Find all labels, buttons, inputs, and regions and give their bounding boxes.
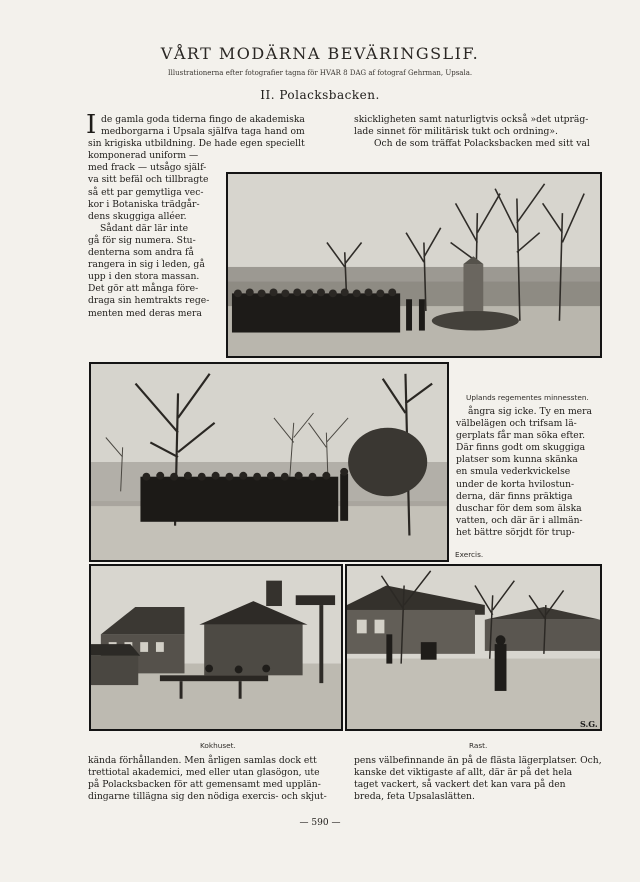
photo-kokhuset: [89, 564, 343, 731]
intro-line: komponerad uniform —: [88, 150, 199, 162]
intro-line: denterna som andra få: [88, 247, 194, 259]
intro-line: dens skuggiga alléer.: [88, 210, 187, 222]
mid-line: het bättre sörjdt för trup-: [456, 526, 575, 538]
bottom-left-line: på Polacksbacken för att gemensamt med upplän-: [88, 779, 321, 791]
intro-line: Sådant där lär inte: [100, 222, 189, 234]
intro-line: menten med deras mera: [88, 307, 202, 319]
caption-rast: Rast.: [469, 741, 488, 750]
mid-line: under de korta hvilostun-: [456, 478, 575, 490]
bottom-left-line: trettiotal akademici, med eller utan glasögon, ute: [88, 767, 320, 779]
drop-cap: I: [86, 110, 97, 140]
photographer-mark: S.G.: [580, 719, 598, 729]
bottom-right-line: breda, feta Upsalaslätten.: [354, 791, 475, 803]
intro-line: upp i den stora massan.: [88, 271, 200, 283]
caption-exercis: Exercis.: [455, 550, 484, 559]
mid-line: ångra sig icke. Ty en mera: [468, 406, 592, 417]
mid-right-column: [456, 406, 602, 539]
section-heading: II. Polacksbacken.: [260, 88, 380, 102]
bottom-left-line: kända förhållanden. Men årligen samlas dock ett: [88, 755, 317, 766]
right-line: skickligheten samt naturligtvis också »det utpräg-: [354, 114, 589, 125]
photo-exercis: [89, 362, 449, 562]
photo-credit: Illustrationerna efter fotografier tagna för HVAR 8 DAG af fotograf Gehrman, Upsala.: [167, 69, 473, 77]
bottom-left-column: [88, 755, 334, 803]
mid-line: duschar för dem som älska: [456, 502, 582, 514]
bottom-right-line: taget vackert, så vackert det kan vara på den: [354, 779, 566, 791]
intro-line: rangera in sig i leden, gå: [88, 259, 205, 271]
intro-line: gå för sig numera. Stu-: [88, 234, 196, 246]
intro-line: draga sin hemtrakts rege-: [88, 295, 210, 307]
intro-line: va sitt befäl och tillbragte: [88, 174, 209, 186]
intro-line: medborgarna i Upsala själfva taga hand om: [101, 126, 305, 138]
caption-minnessten: Uplands regementes minnessten.: [466, 393, 589, 402]
bottom-left-line: dingarne tillägna sig den nödiga exercis- och skjut-: [88, 791, 327, 803]
bottom-right-line: kanske det viktigaste af allt, där är på det hela: [354, 767, 573, 779]
right-line: Och de som träffat Polacksbacken med sitt val: [374, 138, 590, 150]
mid-line: en smula vederkvickelse: [456, 466, 571, 478]
photo-monument: [226, 172, 602, 358]
mid-line: välbelägen och trifsam lä-: [456, 418, 577, 430]
mid-line: derna, där finns präktiga: [456, 490, 573, 502]
intro-line: kor i Botaniska trädgår-: [88, 198, 200, 210]
mid-line: gerplats får man söka efter.: [456, 430, 586, 442]
intro-line: de gamla goda tiderna fingo de akademiska: [101, 114, 305, 125]
bottom-right-line: pens välbefinnande än på de flästa lägerplatser. Och,: [354, 755, 602, 766]
mid-line: vatten, och där är i allmän-: [456, 514, 583, 526]
intro-line: så ett par gemytliga vec-: [88, 186, 204, 198]
mid-line: Där finns godt om skuggiga: [456, 442, 586, 454]
right-column-top: [354, 114, 604, 150]
bottom-right-column: [354, 755, 604, 803]
intro-line: Det gör att många före-: [88, 283, 199, 295]
intro-line: sin krigiska utbildning. De hade egen speciellt: [88, 138, 305, 150]
caption-kokhuset: Kokhuset.: [200, 741, 236, 750]
intro-line: med frack — utsågo själf-: [88, 162, 207, 174]
photo-rast: [345, 564, 602, 731]
mid-line: platser som kunna skänka: [456, 454, 578, 466]
article-title: VÅRT MODÄRNA BEVÄRINGSLIF.: [160, 44, 480, 63]
right-line: lade sinnet för militärisk tukt och ordning».: [354, 126, 558, 138]
page-number: — 590 —: [299, 818, 341, 828]
